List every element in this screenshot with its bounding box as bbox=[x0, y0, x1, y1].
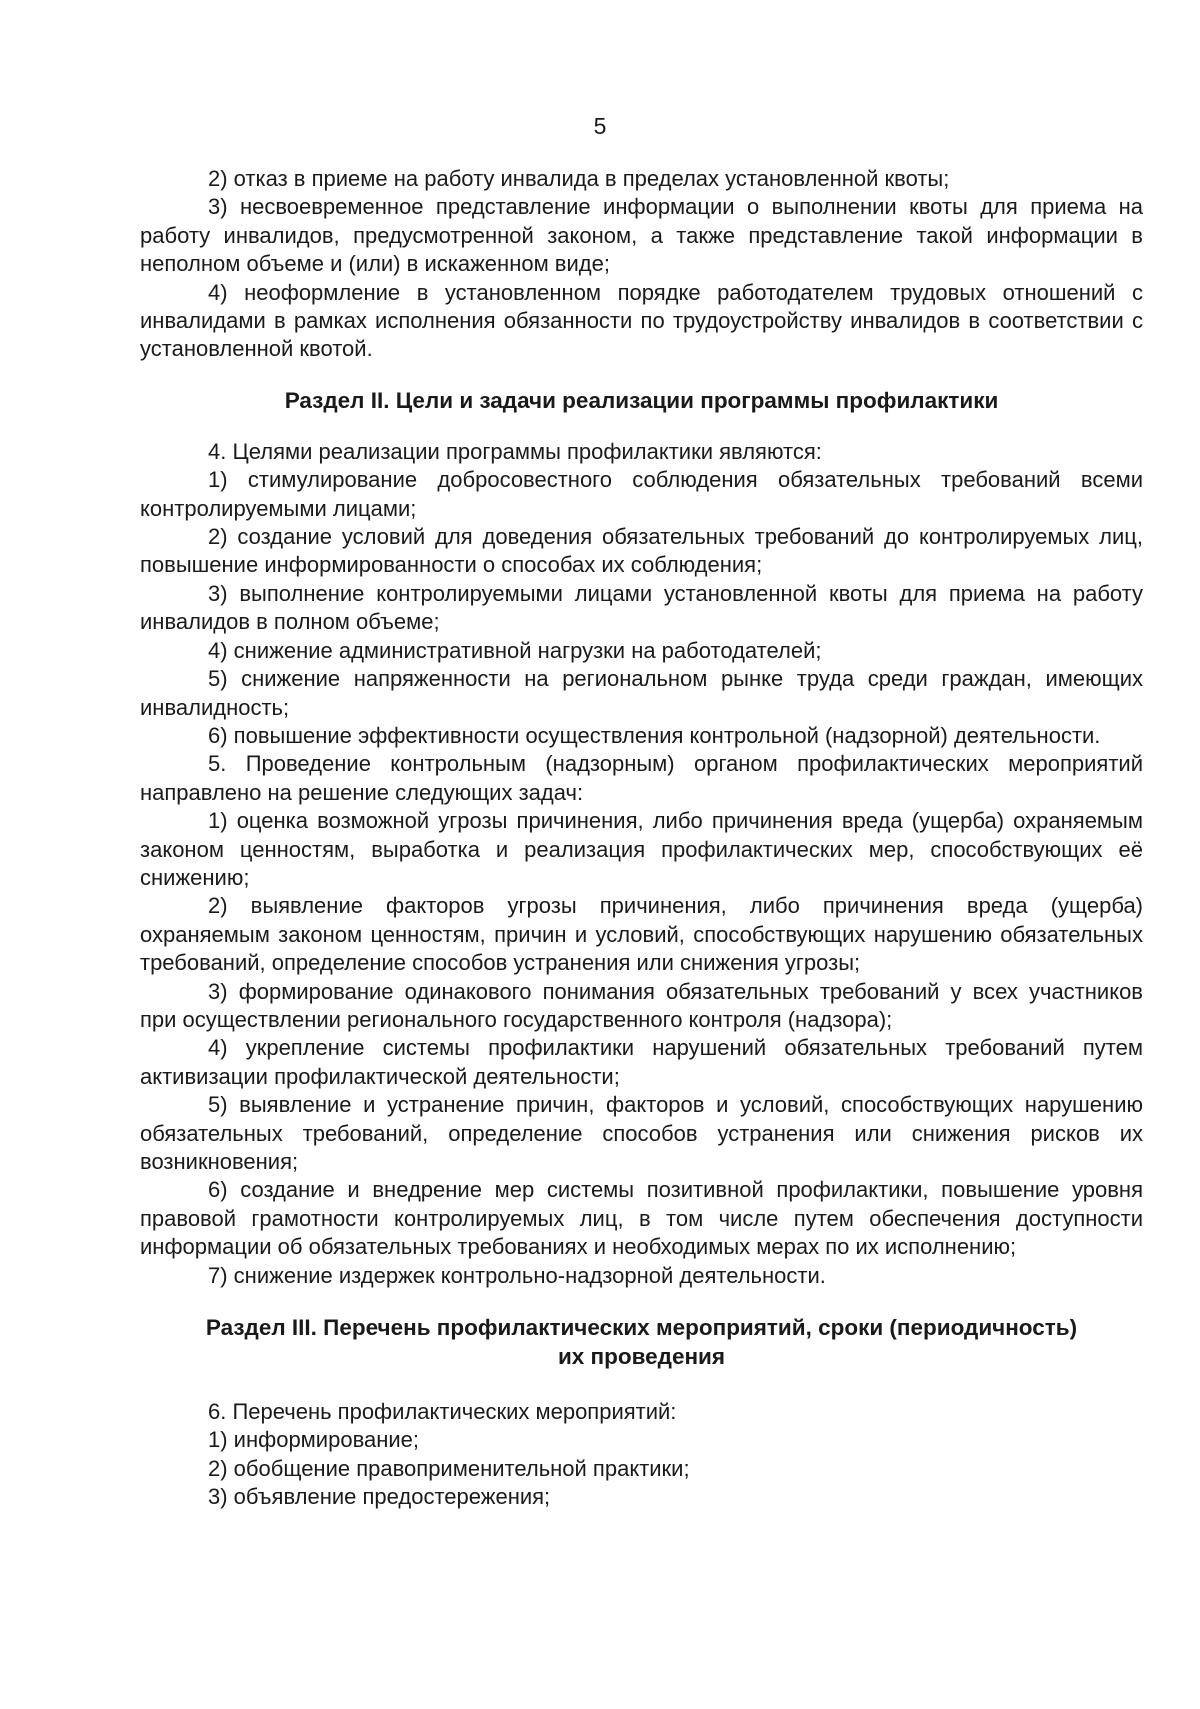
paragraph: 4) неоформление в установленном порядке работодателем трудовых отношений с инвалидами в рамках исполнения обязанности по трудоустройству инвалидов в соответствии с установленной квотой. bbox=[140, 279, 1143, 362]
paragraph: 6) создание и внедрение мер системы позитивной профилактики, повышение уровня правовой грамотности контролируемых лиц, в том числе путем обеспечения доступности информации об обязательных требованиях и необходимых мерах по их исполнению; bbox=[140, 1177, 1143, 1260]
page-number: 5 bbox=[593, 113, 607, 139]
paragraph: 1) стимулирование добросовестного соблюдения обязательных требований всеми контролируемыми лицами; bbox=[140, 467, 1143, 521]
paragraph: 1) оценка возможной угрозы причинения, либо причинения вреда (ущерба) охраняемым законом ценностям, выработка и реализация профилактических мер, способствующих её снижению; bbox=[140, 808, 1143, 890]
paragraph: 3) несвоевременное представление информации о выполнении квоты для приема на работу инвалидов, предусмотренной законом, а также представление такой информации в неполном объеме и (или) в искаженном виде; bbox=[140, 194, 1143, 277]
paragraph: 5) снижение напряженности на региональном рынке труда среди граждан, имеющих инвалидность; bbox=[140, 666, 1143, 720]
paragraph: 2) отказ в приеме на работу инвалида в пределах установленной квоты; bbox=[208, 166, 950, 191]
paragraph: 3) объявление предостережения; bbox=[208, 1484, 551, 1510]
document-body bbox=[140, 165, 1143, 1512]
paragraph: 5) выявление и устранение причин, факторов и условий, способствующих нарушению обязательных требований, определение способов устранения или снижения рисков их возникновения; bbox=[140, 1092, 1143, 1174]
paragraph: 5. Проведение контрольным (надзорным) органом профилактических мероприятий направлено на решение следующих задач: bbox=[140, 751, 1143, 805]
paragraph: 3) формирование одинакового понимания обязательных требований у всех участников при осуществлении регионального государственного контроля (надзора); bbox=[140, 978, 1143, 1032]
paragraph: 4) укрепление системы профилактики нарушений обязательных требований путем активизации профилактической деятельности; bbox=[140, 1035, 1143, 1089]
paragraph: 2) выявление факторов угрозы причинения, либо причинения вреда (ущерба) охраняемым законом ценностям, причин и условий, способствующих нарушению обязательных требований, определение способов устранения или снижения угрозы; bbox=[140, 893, 1143, 976]
section-2-heading: Раздел II. Цели и задачи реализации программы профилактики bbox=[284, 387, 999, 413]
paragraph: 4) снижение административной нагрузки на работодателей; bbox=[208, 637, 822, 663]
paragraph: 1) информирование; bbox=[208, 1427, 420, 1453]
paragraph: 4. Целями реализации программы профилактики являются: bbox=[208, 438, 822, 464]
paragraph: 6. Перечень профилактических мероприятий: bbox=[208, 1399, 677, 1425]
section-3-heading-line-2: их проведения bbox=[557, 1344, 726, 1370]
paragraph: 2) обобщение правоприменительной практики; bbox=[208, 1455, 690, 1481]
paragraph: 3) выполнение контролируемыми лицами установленной квоты для приема на работу инвалидов в полном объеме; bbox=[140, 580, 1143, 635]
paragraph: 6) повышение эффективности осуществления контрольной (надзорной) деятельности. bbox=[208, 722, 1101, 748]
paragraph: 2) создание условий для доведения обязательных требований до контролируемых лиц, повышение информированности о способах их соблюдения; bbox=[140, 524, 1143, 578]
section-3-heading bbox=[140, 1313, 1143, 1371]
paragraph: 7) снижение издержек контрольно-надзорной деятельности. bbox=[208, 1262, 826, 1288]
section-3-heading-line-1: Раздел III. Перечень профилактических мероприятий, сроки (периодичность) bbox=[205, 1315, 1078, 1341]
